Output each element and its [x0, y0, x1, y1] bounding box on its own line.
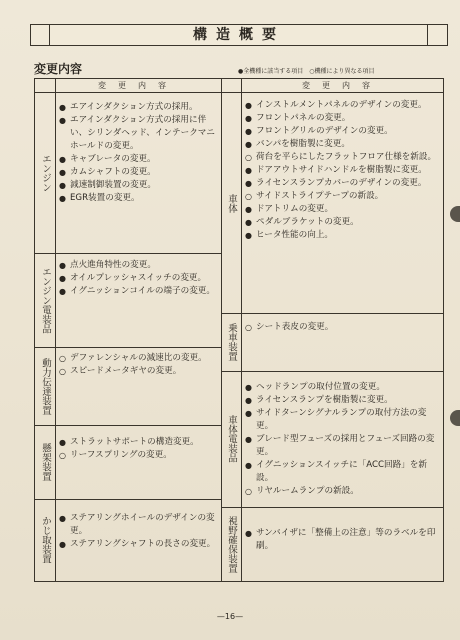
change-item [59, 272, 219, 285]
left-category-label: エンジン [40, 154, 51, 192]
hollow-bullet-icon: ○ [59, 367, 66, 376]
change-item [59, 365, 219, 378]
change-item-text: イグニッションコイルの端子の変更。 [70, 286, 215, 296]
change-item [59, 538, 219, 551]
page-number: —16— [216, 612, 244, 621]
change-item-text: ライセンスランプカバーのデザインの変更。 [256, 178, 427, 188]
change-item [245, 203, 439, 216]
change-item [59, 114, 219, 153]
filled-bullet-icon: ● [245, 218, 252, 227]
change-item-text: キャブレータの変更。 [70, 154, 156, 164]
filled-bullet-icon: ● [59, 194, 66, 203]
change-item-text: リヤルームランプの新設。 [256, 486, 359, 496]
left-item-list [59, 436, 219, 462]
filled-bullet-icon: ● [245, 114, 252, 123]
change-item-text: ステアリングシャフトの長さの変更。 [70, 539, 216, 549]
change-item-text: ストラットサポートの構造変更。 [70, 437, 199, 447]
filled-bullet-icon: ● [59, 116, 66, 125]
filled-bullet-icon: ● [245, 101, 252, 110]
change-item [245, 125, 439, 138]
change-item [245, 394, 439, 407]
change-item [245, 164, 439, 177]
change-item [245, 381, 439, 394]
change-item [59, 101, 219, 114]
filled-bullet-icon: ● [245, 166, 252, 175]
change-item [59, 352, 219, 365]
change-item [59, 192, 219, 205]
change-item-text: 減速制御装置の変更。 [70, 180, 156, 190]
right-item-list [245, 321, 439, 334]
hollow-bullet-icon: ○ [245, 153, 252, 162]
filled-bullet-icon: ● [59, 274, 66, 283]
hollow-bullet-icon: ○ [59, 451, 66, 460]
left-category-label: 動力伝達装置 [40, 357, 51, 415]
change-item-text: サンバイザに「整備上の注意」等のラベルを印刷。 [256, 528, 436, 551]
change-item [245, 216, 439, 229]
change-item [245, 229, 439, 242]
change-item [59, 449, 219, 462]
right-item-list [245, 99, 439, 242]
change-item-text: フロントグリルのデザインの変更。 [256, 126, 393, 136]
change-item-text: バンパを樹脂製に変更。 [256, 139, 350, 149]
change-item-text: 荷台を平らにしたフラットフロア仕様を新設。 [256, 152, 437, 162]
change-item-text: ライセンスランプを樹脂製に変更。 [256, 395, 393, 405]
filled-bullet-icon: ● [59, 155, 66, 164]
filled-bullet-icon: ● [245, 461, 252, 470]
left-item-list [59, 101, 219, 205]
hollow-bullet-icon: ○ [245, 192, 252, 201]
change-item-text: イグニッションスイッチに「ACC回路」を新設。 [256, 460, 427, 483]
filled-bullet-icon: ● [245, 409, 252, 418]
change-item-text: 点火進角特性の変更。 [70, 260, 156, 270]
filled-bullet-icon: ● [245, 231, 252, 240]
binder-hole [450, 410, 460, 426]
change-item [245, 407, 439, 433]
left-category-label: 懸架装置 [40, 443, 51, 481]
change-item-text: サイドターンシグナルランプの取付方法の変更。 [256, 408, 427, 431]
change-item-text: ペダルブラケットの変更。 [256, 217, 359, 227]
change-item [245, 177, 439, 190]
binder-hole [450, 206, 460, 222]
filled-bullet-icon: ● [59, 287, 66, 296]
change-item-text: フロントパネルの変更。 [256, 113, 351, 123]
left-category-label: かじ取装置 [40, 516, 51, 564]
filled-bullet-icon: ● [245, 179, 252, 188]
change-item-text: ステアリングホイールのデザインの変更。 [70, 513, 215, 536]
change-item [245, 527, 439, 553]
filled-bullet-icon: ● [245, 529, 252, 538]
column-header-left: 変更内容 [98, 81, 178, 90]
change-item [59, 179, 219, 192]
right-category-label: 視野確保装置 [226, 515, 237, 573]
change-item [59, 153, 219, 166]
filled-bullet-icon: ● [59, 261, 66, 270]
change-item [59, 436, 219, 449]
change-item-text: オイルプレッシャスイッチの変更。 [70, 273, 207, 283]
change-item-text: カムシャフトの変更。 [70, 167, 156, 177]
legend: ●全機種に該当する項目 ○機種により異なる項目 [238, 68, 375, 75]
right-item-list [245, 527, 439, 553]
change-item-text: ドアアウトサイドハンドルを樹脂製に変更。 [256, 165, 427, 175]
filled-bullet-icon: ● [245, 435, 252, 444]
change-item-text: エアインダクション方式の採用。 [70, 102, 198, 112]
column-header-right: 変更内容 [302, 81, 382, 90]
filled-bullet-icon: ● [245, 127, 252, 136]
change-item [245, 151, 439, 164]
right-item-list [245, 381, 439, 498]
change-item [245, 459, 439, 485]
filled-bullet-icon: ● [245, 383, 252, 392]
change-item-text: スピードメータギヤの変更。 [70, 366, 182, 376]
filled-bullet-icon: ● [59, 514, 66, 523]
change-item-text: インストルメントパネルのデザインの変更。 [256, 100, 427, 110]
change-item-text: エアインダクション方式の採用に伴い、シリンダヘッド、インテークマニホールドの変更。 [70, 115, 215, 151]
change-item [245, 190, 439, 203]
left-item-list [59, 352, 219, 378]
filled-bullet-icon: ● [59, 168, 66, 177]
hollow-bullet-icon: ○ [245, 323, 252, 332]
change-item [59, 259, 219, 272]
change-item-text: ドアトリムの変更。 [256, 204, 334, 214]
change-item-text: ヒータ性能の向上。 [256, 230, 334, 240]
left-category-label: エンジン電装品 [40, 266, 51, 334]
right-category-label: 乗車装置 [226, 323, 237, 361]
change-item-text: サイドストライプテープの新設。 [256, 191, 384, 201]
change-item-text: デファレンシャルの減速比の変更。 [70, 353, 207, 363]
change-item-text: ブレード型フューズの採用とフューズ回路の変更。 [256, 434, 435, 457]
hollow-bullet-icon: ○ [59, 354, 66, 363]
changes-table [34, 78, 444, 582]
change-item-text: ヘッドランプの取付位置の変更。 [256, 382, 385, 392]
section-title: 変更内容 [34, 62, 83, 76]
change-item-text: EGR装置の変更。 [70, 193, 140, 203]
right-category-label: 車体電装品 [226, 415, 237, 463]
filled-bullet-icon: ● [59, 103, 66, 112]
change-item [59, 166, 219, 179]
change-item [245, 138, 439, 151]
filled-bullet-icon: ● [245, 396, 252, 405]
hollow-bullet-icon: ○ [245, 487, 252, 496]
change-item [245, 485, 439, 498]
page-title: 構造概要 [193, 27, 285, 43]
header-box [30, 24, 448, 46]
filled-bullet-icon: ● [245, 205, 252, 214]
change-item [245, 112, 439, 125]
right-category-label: 車体 [226, 193, 237, 213]
change-item [245, 433, 439, 459]
change-item [245, 321, 439, 334]
filled-bullet-icon: ● [59, 540, 66, 549]
change-item [245, 99, 439, 112]
filled-bullet-icon: ● [59, 181, 66, 190]
change-item [59, 285, 219, 298]
filled-bullet-icon: ● [245, 140, 252, 149]
filled-bullet-icon: ● [59, 438, 66, 447]
left-item-list [59, 259, 219, 298]
change-item-text: リーフスプリングの変更。 [70, 450, 172, 460]
change-item-text: シート表皮の変更。 [256, 322, 334, 332]
change-item [59, 512, 219, 538]
left-item-list [59, 512, 219, 551]
